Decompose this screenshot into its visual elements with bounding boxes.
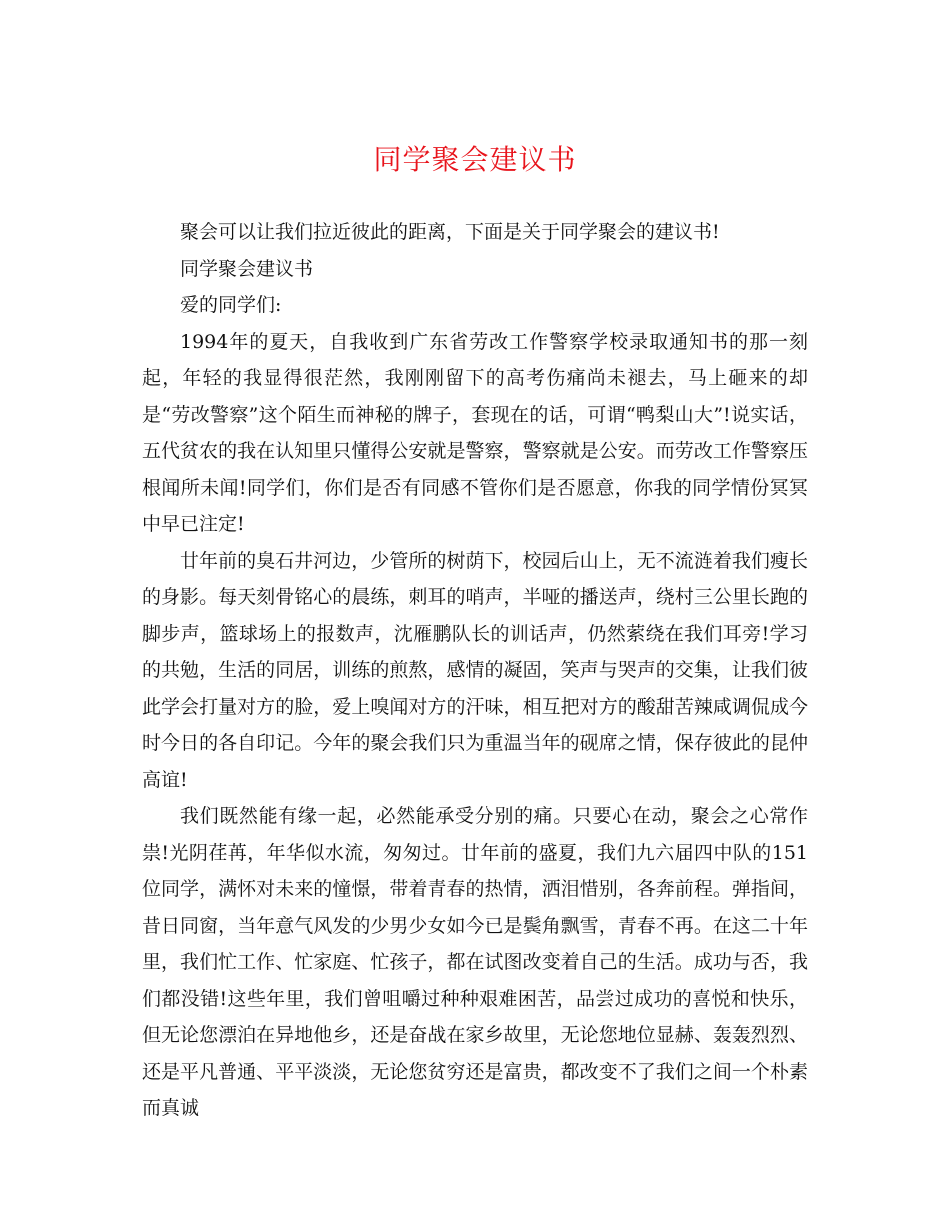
document-body bbox=[142, 214, 808, 1127]
paragraph-twenty-years-ago: 廿年前的臭石井河边，少管所的树荫下，校园后山上，无不流涟着我们瘦长的身影。每天刻骨铭心的晨练，刺耳的哨声，半哑的播送声，绕村三公里长跑的脚步声，篮球场上的报数声，沈雁鹏队长的训话声，仍然萦绕在我们耳旁!学习的共勉，生活的同居，训练的煎熬，感情的凝固，笑声与哭声的交集，让我们彼此学会打量对方的脸，爱上嗅闻对方的汗味，相互把对方的酸甜苦辣咸调侃成今时今日的各自印记。今年的聚会我们只为重温当年的砚席之情，保存彼此的昆仲高谊! bbox=[142, 549, 808, 791]
paragraph-subtitle: 同学聚会建议书 bbox=[180, 257, 314, 280]
paragraph-fate-together: 我们既然能有缘一起，必然能承受分别的痛。只要心在动，聚会之心常作祟!光阴荏苒，年华似水流，匆匆过。廿年前的盛夏，我们九六届四中队的151位同学，满怀对未来的憧憬，带着青春的热情，洒泪惜别，各奔前程。弹指间，昔日同窗，当年意气风发的少男少女如今已是鬓角飘雪，青春不再。在这二十年里，我们忙工作、忙家庭、忙孩子，都在试图改变着自己的生活。成功与否，我们都没错!这些年里，我们曾咀嚼过种种艰难困苦，品尝过成功的喜悦和快乐，但无论您漂泊在异地他乡，还是奋战在家乡故里，无论您地位显赫、轰轰烈烈、还是平凡普通、平平淡淡，无论您贫穷还是富贵，都改变不了我们之间一个朴素而真诚 bbox=[142, 805, 808, 1119]
paragraph-intro: 聚会可以让我们拉近彼此的距离，下面是关于同学聚会的建议书! bbox=[180, 221, 720, 243]
document-title: 同学聚会建议书 bbox=[373, 143, 577, 176]
paragraph-salutation: 爱的同学们: bbox=[180, 294, 282, 316]
paragraph-1994-summer: 1994年的夏天，自我收到广东省劳改工作警察学校录取通知书的那一刻起，年轻的我显得很茫然，我刚刚留下的高考伤痛尚未褪去，马上砸来的却是“劳改警察”这个陌生而神秘的牌子，套现在的话，可谓“鸭梨山大”!说实话，五代贫农的我在认知里只懂得公安就是警察，警察就是公安。而劳改工作警察压根闻所未闻!同学们，你们是否有同感不管你们是否愿意，你我的同学情份冥冥中早已注定! bbox=[142, 330, 808, 535]
